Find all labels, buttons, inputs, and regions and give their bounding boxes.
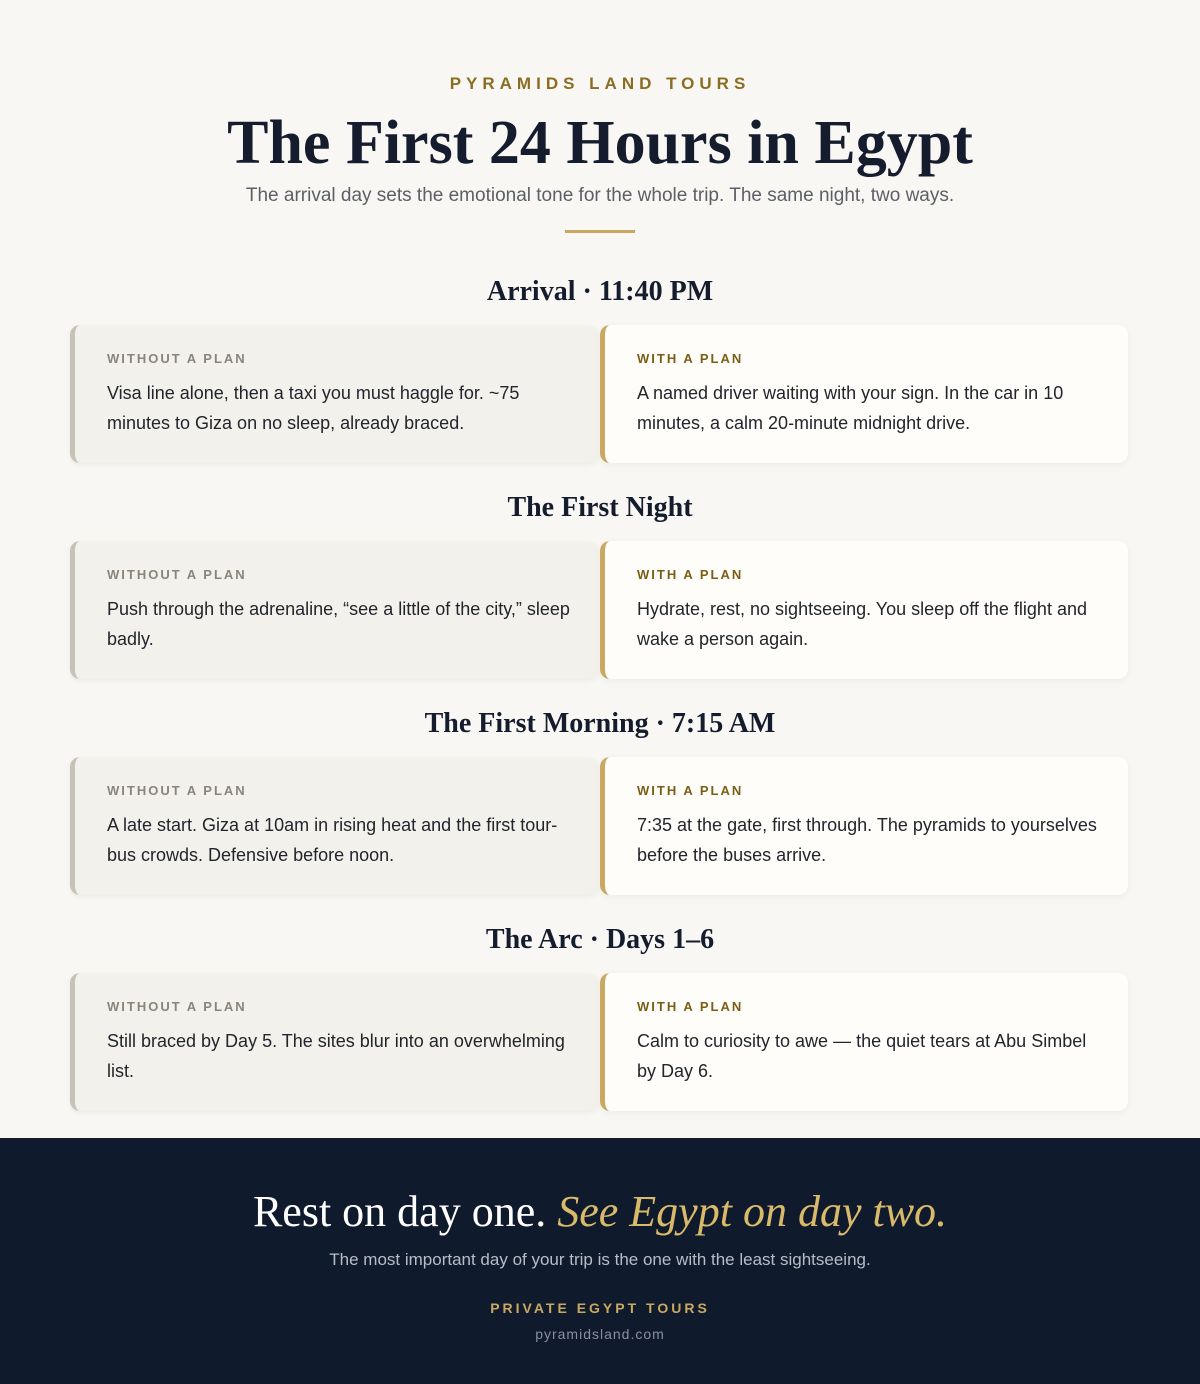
- card-text: 7:35 at the gate, first through. The pyramids to yourselves before the buses arrive.: [637, 815, 1097, 865]
- footer-subtext: The most important day of your trip is the one with the least sightseeing.: [329, 1250, 871, 1269]
- card-label: WITHOUT A PLAN: [107, 567, 247, 582]
- card-without-plan-first-morning: [70, 757, 598, 895]
- footer-banner: [0, 1138, 1200, 1384]
- title-divider: [565, 230, 635, 233]
- card-label: WITH A PLAN: [637, 567, 744, 582]
- card-without-plan-arc: [70, 973, 598, 1111]
- page-title: The First 24 Hours in Egypt: [227, 109, 973, 177]
- card-text: Visa line alone, then a taxi you must haggle for. ~75 minutes to Giza on no sleep, already braced.: [107, 383, 520, 433]
- brand-eyebrow: PYRAMIDS LAND TOURS: [449, 74, 751, 93]
- card-label: WITH A PLAN: [637, 999, 744, 1014]
- section-title-arrival: Arrival · 11:40 PM: [486, 276, 714, 307]
- card-label: WITH A PLAN: [637, 351, 744, 366]
- card-without-plan-first-night: [70, 541, 598, 679]
- card-text: Still braced by Day 5. The sites blur into an overwhelming list.: [107, 1031, 565, 1081]
- card-text: A named driver waiting with your sign. In the car in 10 minutes, a calm 20-minute midnight drive.: [637, 383, 1064, 433]
- card-label: WITHOUT A PLAN: [107, 351, 247, 366]
- section-title-first-morning: The First Morning · 7:15 AM: [424, 708, 776, 739]
- footer-url[interactable]: pyramidsland.com: [535, 1326, 665, 1342]
- card-without-plan-arrival: [70, 325, 598, 463]
- footer-headline-part1: Rest on day one.: [252, 1187, 547, 1236]
- footer-headline-part2: See Egypt on day two.: [557, 1187, 948, 1236]
- card-text: A late start. Giza at 10am in rising heat and the first tour-bus crowds. Defensive before noon.: [107, 815, 558, 865]
- card-text: Push through the adrenaline, “see a little of the city,” sleep badly.: [107, 599, 570, 649]
- card-label: WITHOUT A PLAN: [107, 999, 247, 1014]
- card-with-plan-first-night: [600, 541, 1128, 679]
- section-title-first-night: The First Night: [507, 492, 693, 523]
- footer-brand: PRIVATE EGYPT TOURS: [490, 1300, 710, 1316]
- section-title-arc: The Arc · Days 1–6: [485, 924, 715, 955]
- card-label: WITHOUT A PLAN: [107, 783, 247, 798]
- card-with-plan-arc: [600, 973, 1128, 1111]
- card-text: Hydrate, rest, no sightseeing. You sleep off the flight and wake a person again.: [637, 599, 1087, 649]
- card-text: Calm to curiosity to awe — the quiet tears at Abu Simbel by Day 6.: [637, 1031, 1087, 1081]
- page-subtitle: The arrival day sets the emotional tone for the whole trip. The same night, two ways.: [245, 185, 955, 206]
- footer-headline: [0, 1186, 1200, 1237]
- card-label: WITH A PLAN: [637, 783, 744, 798]
- card-with-plan-first-morning: [600, 757, 1128, 895]
- card-with-plan-arrival: [600, 325, 1128, 463]
